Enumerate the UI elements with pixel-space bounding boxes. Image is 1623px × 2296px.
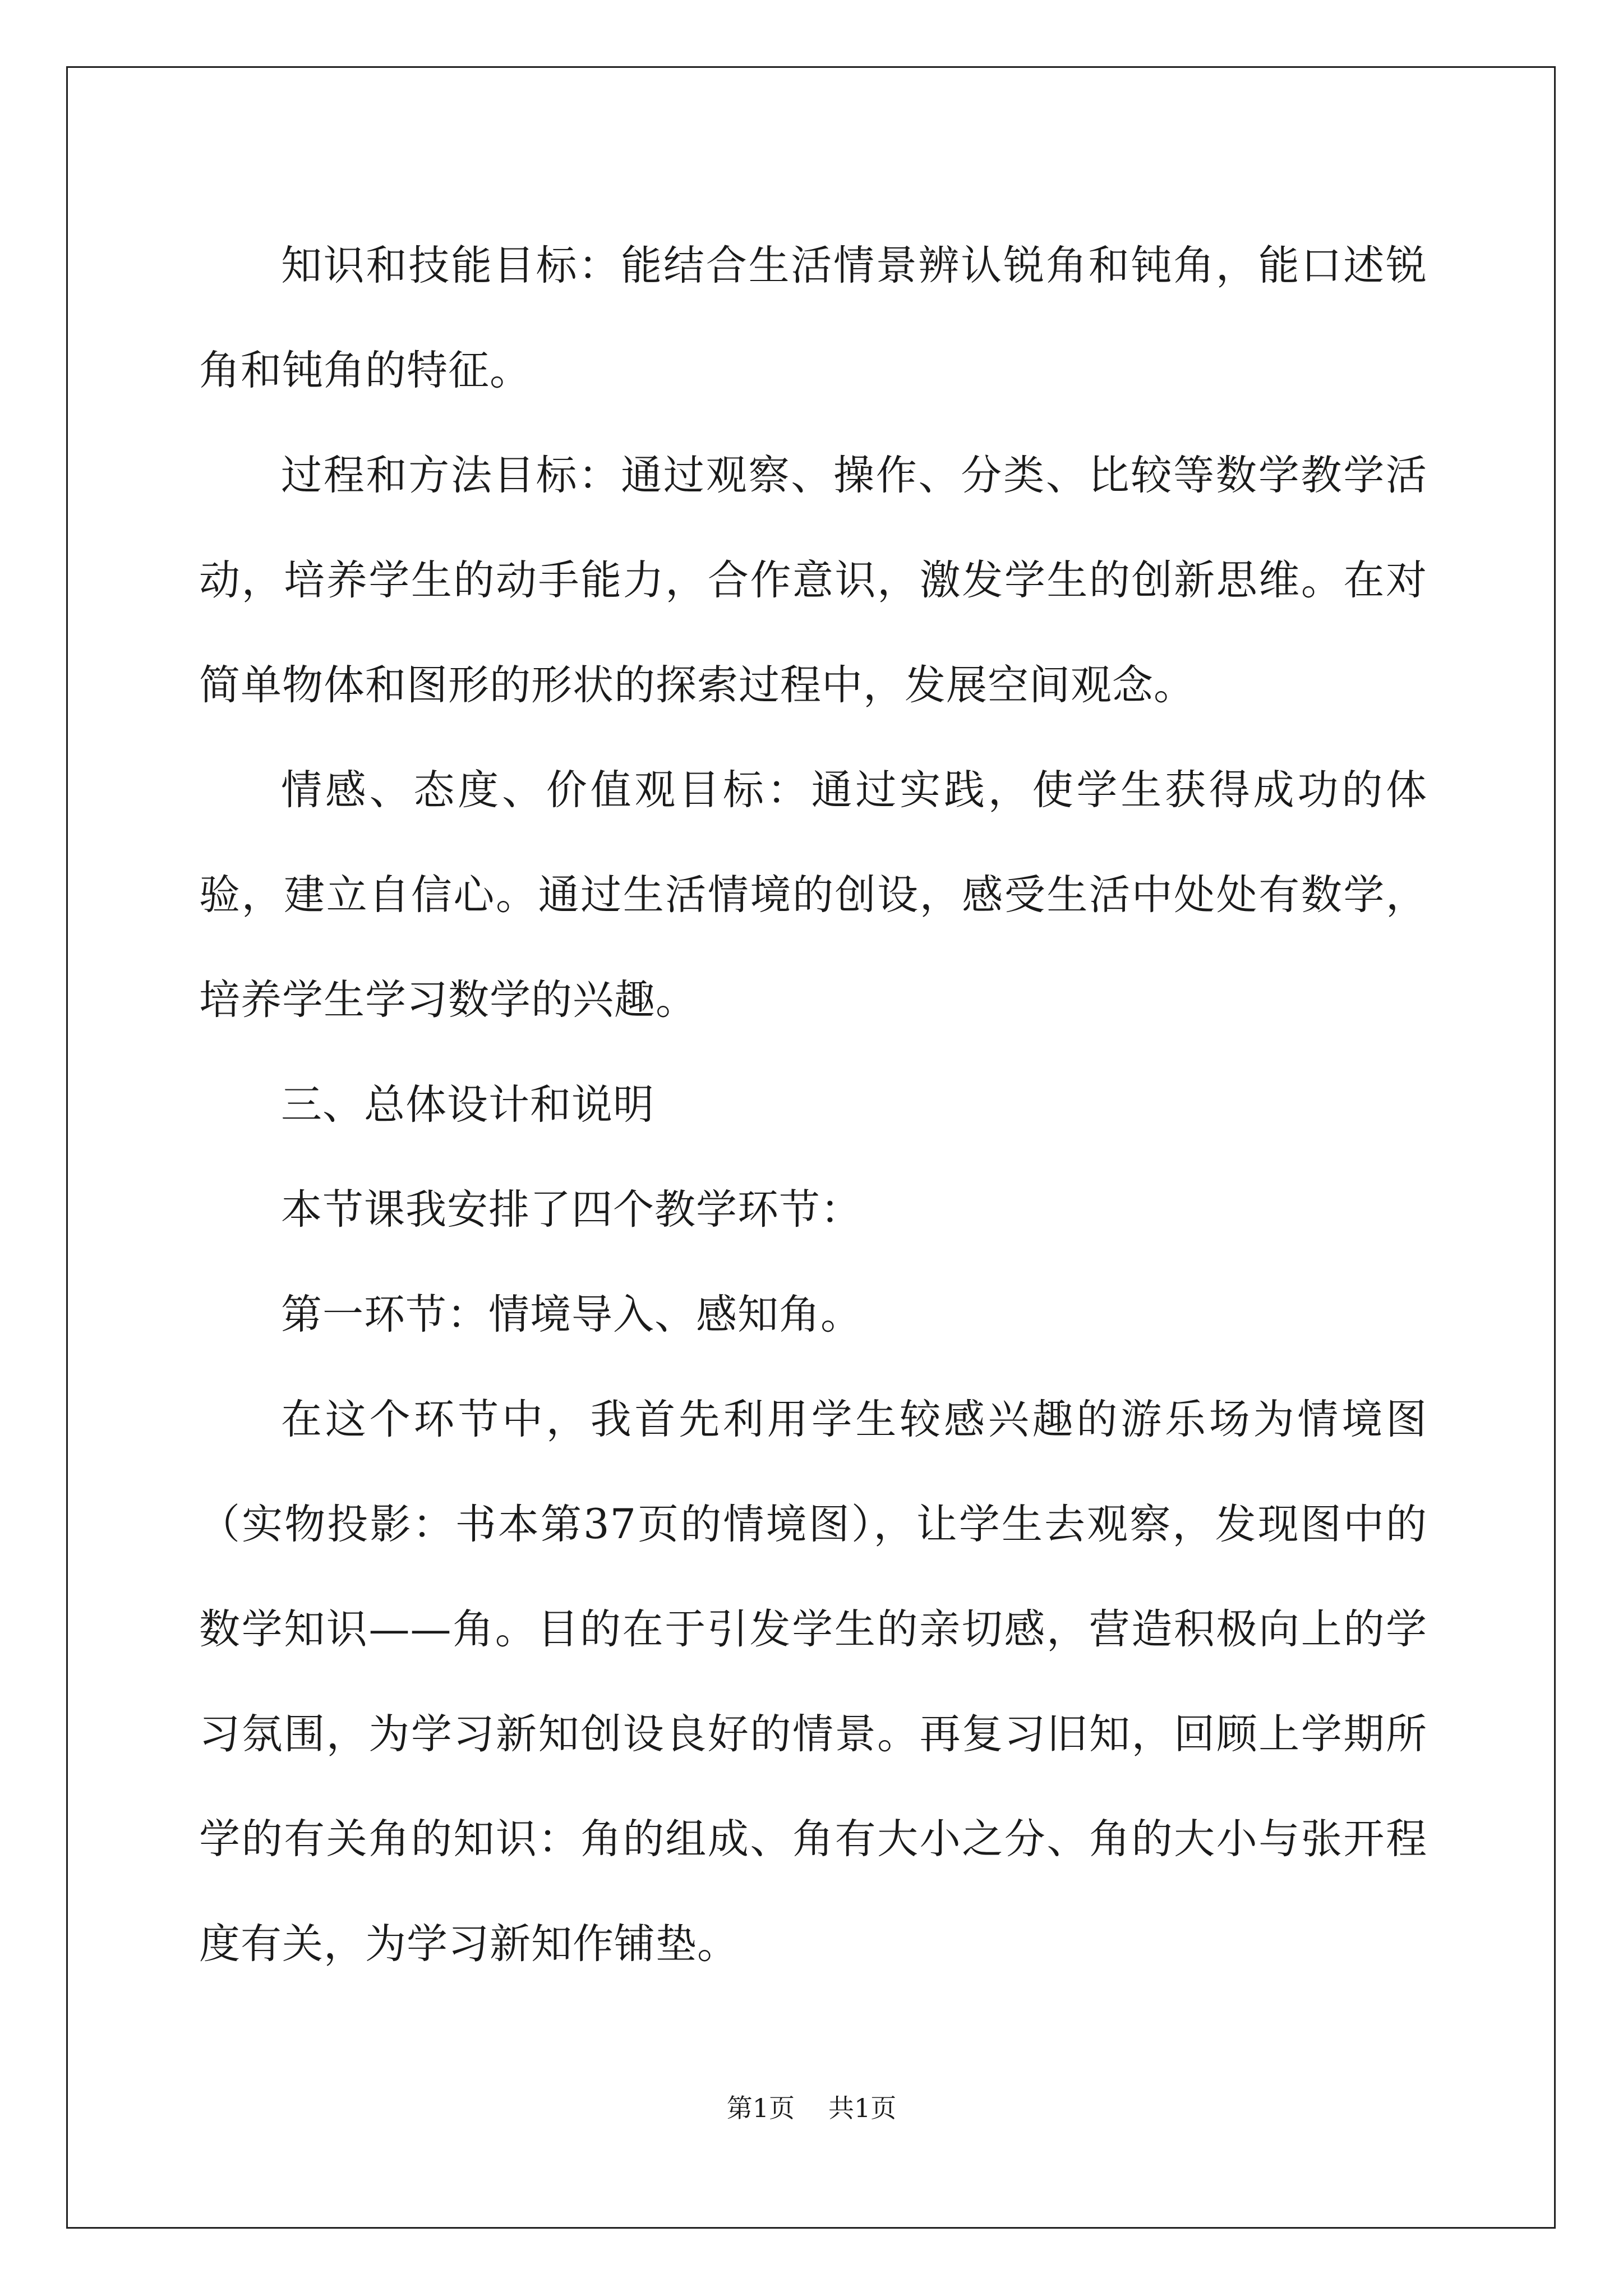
- paragraph-process-method-goal: 过程和方法目标：通过观察、操作、分类、比较等数学教学活动，培养学生的动手能力，合作意识，激发学生的创新思维。在对简单物体和图形的形状的探索过程中，发展空间观念。: [199, 452, 1427, 709]
- paragraph-emotion-attitude-goal: 情感、态度、价值观目标：通过实践，使学生获得成功的体验，建立自信心。通过生活情境的创设，感受生活中处处有数学，培养学生学习数学的兴趣。: [199, 766, 1427, 1024]
- paragraph-knowledge-skill-goal: 知识和技能目标：能结合生活情景辨认锐角和钝角，能口述锐角和钝角的特征。: [199, 242, 1427, 394]
- page-footer: [0, 2091, 1623, 2125]
- page-number-total: 共1页: [828, 2093, 897, 2123]
- page-number-current: 第1页: [726, 2093, 795, 2123]
- paragraph-step-one-description: 在这个环节中，我首先利用学生较感兴趣的游乐场为情境图（实物投影：书本第37页的情境图），让学生去观察，发现图中的数学知识——角。目的在于引发学生的亲切感，营造积极向上的学习氛围，为学习新知创设良好的情景。再复习旧知，回顾上学期所学的有关角的知识：角的组成、角有大小之分、角的大小与张开程度有关，为学习新知作铺垫。: [199, 1396, 1427, 1968]
- paragraph-step-one-title: 第一环节：情境导入、感知角。: [281, 1291, 862, 1338]
- document-body: [199, 213, 1427, 1996]
- section-heading-overall-design: 三、总体设计和说明: [281, 1081, 654, 1129]
- paragraph-four-steps-intro: 本节课我安排了四个教学环节：: [281, 1186, 862, 1234]
